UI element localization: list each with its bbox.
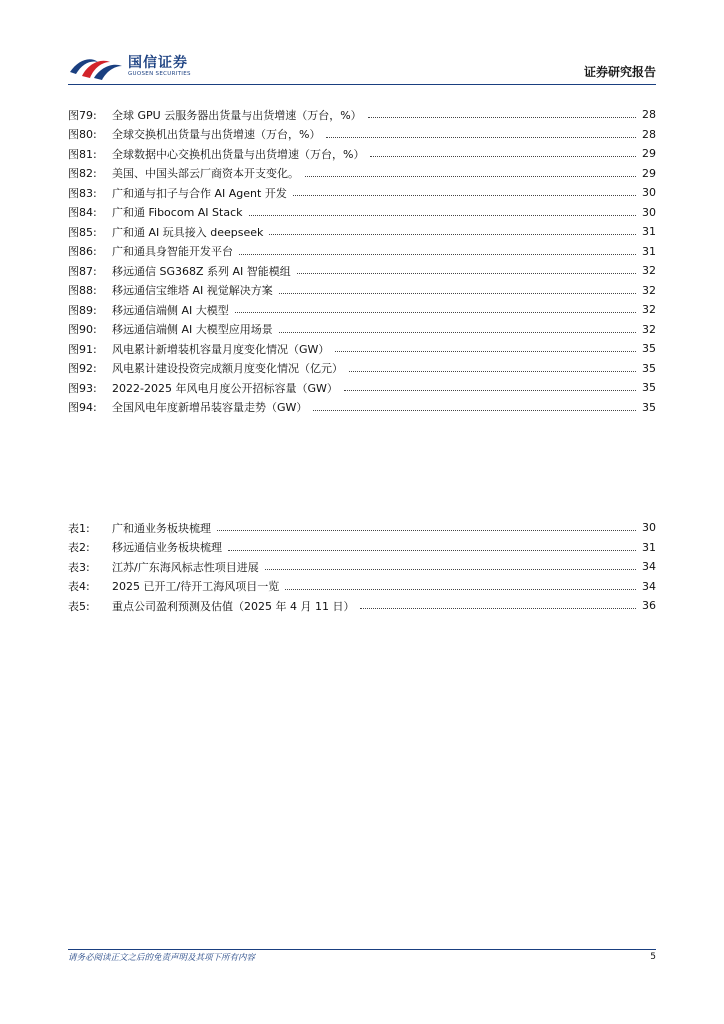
toc-entry-page: 29 [642,147,656,161]
toc-entry-title: 移远通信业务板块梳理 [112,541,222,555]
figure-toc-entry[interactable] [68,398,656,418]
figure-list [68,105,656,417]
figure-toc-entry[interactable] [68,164,656,184]
figure-toc-entry[interactable] [68,339,656,359]
toc-dot-leader [285,589,636,590]
toc-entry-label: 图93: [68,381,97,395]
toc-entry-page: 35 [642,342,656,356]
toc-entry-label: 图87: [68,264,97,278]
toc-entry-page: 32 [642,322,656,336]
toc-entry-page: 35 [642,361,656,375]
toc-entry-title: 2025 已开工/待开工海风项目一览 [112,580,280,594]
toc-dot-leader [297,273,636,274]
toc-entry-page: 31 [642,225,656,239]
toc-entry-page: 30 [642,521,656,535]
toc-dot-leader [313,410,636,411]
toc-entry-title: 江苏/广东海风标志性项目进展 [112,560,259,574]
toc-entry-title: 移远通信端侧 AI 大模型 [112,303,229,317]
toc-entry-page: 34 [642,579,656,593]
toc-entry-page: 32 [642,303,656,317]
footer-disclaimer: 请务必阅读正文之后的免责声明及其项下所有内容 [68,953,256,963]
toc-dot-leader [370,156,636,157]
toc-entry-label: 图92: [68,362,97,376]
toc-dot-leader [305,176,636,177]
footer-divider [68,949,656,950]
figure-toc-entry[interactable] [68,222,656,242]
table-toc-entry[interactable] [68,538,656,558]
toc-entry-label: 图88: [68,284,97,298]
toc-entry-label: 图80: [68,128,97,142]
toc-entry-label: 表1: [68,521,90,535]
toc-dot-leader [279,293,636,294]
figure-toc-entry[interactable] [68,378,656,398]
figure-toc-entry[interactable] [68,183,656,203]
figure-toc-entry[interactable] [68,300,656,320]
toc-entry-page: 36 [642,599,656,613]
table-toc-entry[interactable] [68,596,656,616]
toc-dot-leader [293,195,636,196]
toc-entry-title: 广和通与扣子与合作 AI Agent 开发 [112,186,287,200]
toc-entry-label: 图89: [68,303,97,317]
page-header [68,46,656,86]
figure-toc-entry[interactable] [68,242,656,262]
report-type-label: 证券研究报告 [583,65,656,79]
table-toc-entry[interactable] [68,577,656,597]
toc-dot-leader [344,390,636,391]
guosen-logo-icon [68,50,124,80]
toc-entry-page: 35 [642,381,656,395]
figure-toc-entry[interactable] [68,281,656,301]
table-list [68,518,656,616]
toc-entry-page: 34 [642,560,656,574]
toc-entry-title: 移远通信宝维塔 AI 视觉解决方案 [112,284,273,298]
toc-entry-title: 广和通 AI 玩具接入 deepseek [112,225,264,239]
toc-entry-page: 28 [642,127,656,141]
toc-entry-title: 广和通具身智能开发平台 [112,245,233,259]
toc-entry-title: 全国风电年度新增吊装容量走势（GW） [112,401,308,415]
figure-toc-entry[interactable] [68,320,656,340]
toc-entry-label: 表5: [68,599,90,613]
toc-dot-leader [279,332,636,333]
toc-entry-title: 风电累计建设投资完成额月度变化情况（亿元） [112,362,343,376]
header-divider [68,84,656,85]
toc-entry-title: 全球 GPU 云服务器出货量与出货增速（万台，%） [112,108,362,122]
toc-entry-label: 表3: [68,560,90,574]
toc-dot-leader [269,234,636,235]
toc-entry-label: 图84: [68,206,97,220]
toc-dot-leader [239,254,636,255]
toc-entry-title: 移远通信 SG368Z 系列 AI 智能模组 [112,264,291,278]
logo-text-en: GUOSEN SECURITIES [128,71,191,77]
toc-dot-leader [235,312,636,313]
toc-entry-label: 图85: [68,225,97,239]
toc-entry-label: 图90: [68,323,97,337]
toc-entry-title: 重点公司盈利预测及估值（2025 年 4 月 11 日） [112,599,355,613]
table-toc-entry[interactable] [68,518,656,538]
figure-toc-entry[interactable] [68,261,656,281]
toc-dot-leader [249,215,636,216]
toc-entry-page: 28 [642,108,656,122]
toc-dot-leader [335,351,636,352]
toc-dot-leader [368,117,636,118]
toc-dot-leader [265,569,636,570]
toc-entry-page: 31 [642,244,656,258]
toc-entry-label: 图79: [68,108,97,122]
toc-entry-page: 35 [642,400,656,414]
toc-dot-leader [326,137,636,138]
toc-entry-title: 移远通信端侧 AI 大模型应用场景 [112,323,273,337]
toc-entry-label: 图83: [68,186,97,200]
page-number: 5 [650,952,656,962]
toc-entry-label: 表4: [68,580,90,594]
toc-entry-title: 2022-2025 年风电月度公开招标容量（GW） [112,381,338,395]
toc-entry-label: 图86: [68,245,97,259]
toc-dot-leader [349,371,636,372]
figure-toc-entry[interactable] [68,144,656,164]
toc-dot-leader [228,550,636,551]
figure-toc-entry[interactable] [68,105,656,125]
toc-entry-page: 31 [642,540,656,554]
toc-entry-page: 30 [642,205,656,219]
toc-dot-leader [217,530,636,531]
figure-toc-entry[interactable] [68,359,656,379]
figure-toc-entry[interactable] [68,203,656,223]
toc-entry-label: 表2: [68,541,90,555]
guosen-logo [68,46,208,82]
toc-entry-title: 广和通业务板块梳理 [112,521,211,535]
figure-toc-entry[interactable] [68,125,656,145]
toc-entry-title: 全球数据中心交换机出货量与出货增速（万台，%） [112,147,365,161]
toc-entry-label: 图81: [68,147,97,161]
table-toc-entry[interactable] [68,557,656,577]
toc-entry-title: 全球交换机出货量与出货增速（万台，%） [112,128,321,142]
toc-entry-label: 图82: [68,167,97,181]
toc-entry-page: 32 [642,283,656,297]
toc-entry-label: 图94: [68,401,97,415]
toc-entry-page: 32 [642,264,656,278]
toc-entry-title: 风电累计新增装机容量月度变化情况（GW） [112,342,330,356]
toc-entry-page: 30 [642,186,656,200]
toc-entry-title: 广和通 Fibocom AI Stack [112,206,243,220]
toc-entry-title: 美国、中国头部云厂商资本开支变化。 [112,167,299,181]
logo-text-cn: 国信证券 [128,55,188,71]
toc-entry-page: 29 [642,166,656,180]
toc-entry-label: 图91: [68,342,97,356]
toc-dot-leader [360,608,636,609]
